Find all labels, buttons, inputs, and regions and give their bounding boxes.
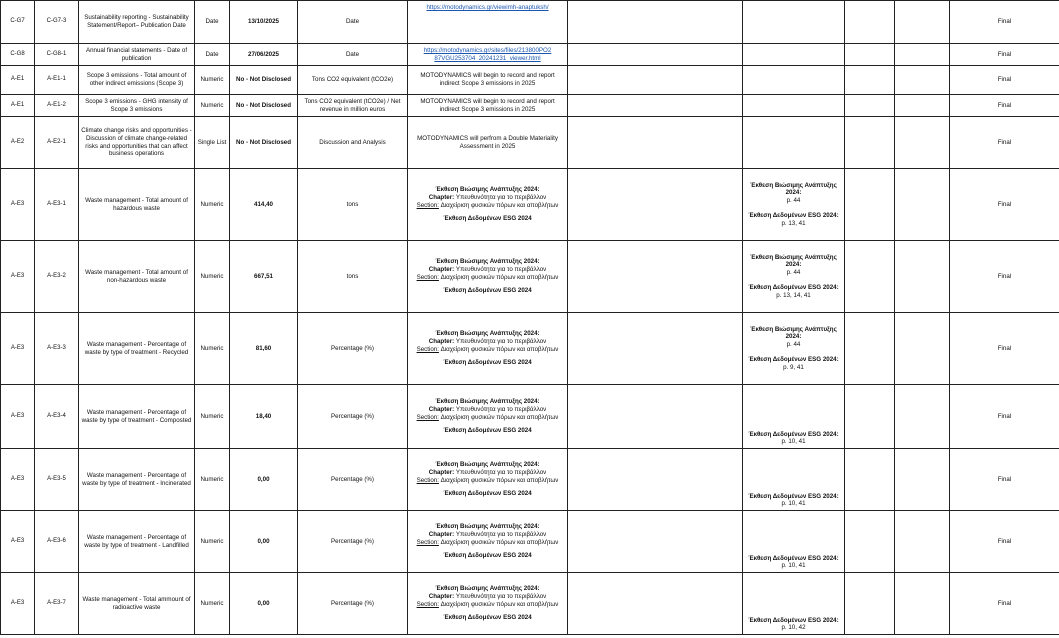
section-label: Section: [416, 345, 439, 353]
empty-cell [895, 313, 950, 385]
table-row [1, 44, 1059, 66]
empty-cell [568, 66, 743, 95]
chapter-value: Υπευθυνότητα για το περιβάλλον [455, 337, 547, 345]
empty-cell [568, 385, 743, 449]
empty-cell [743, 66, 845, 95]
section-value: Διαχείριση φυσικών πόρων και αποβλήτων [440, 413, 559, 421]
unit-cell: Percentage (%) [298, 511, 408, 573]
reference-cell: MOTODYNAMICS will begin to record and report indirect Scope 3 emissions in 2025 [408, 66, 568, 95]
status-cell: Final [950, 1, 1059, 44]
empty-cell [895, 511, 950, 573]
type-cell: Numeric [195, 169, 230, 241]
category-cell: C-G7 [1, 1, 35, 44]
sdr-report-title: Έκθεση Βιώσιμης Ανάπτυξης 2024: [435, 186, 540, 194]
table-row [1, 313, 1059, 385]
reference-cell [408, 1, 568, 44]
status-cell: Final [950, 449, 1059, 511]
datapoint-code-cell: A-E3-2 [35, 241, 79, 313]
value-cell: 667,51 [230, 241, 298, 313]
empty-cell [895, 241, 950, 313]
type-cell: Numeric [195, 66, 230, 95]
section-label: Section: [416, 538, 439, 546]
table-row [1, 241, 1059, 313]
empty-cell [845, 169, 895, 241]
page-numbers: p. 10, 41 [781, 562, 806, 570]
empty-cell [743, 1, 845, 44]
empty-cell [568, 511, 743, 573]
esg-report-title: Έκθεση Δεδομένων ESG 2024 [443, 287, 532, 295]
unit-cell: Percentage (%) [298, 313, 408, 385]
page-numbers: p. 44 [786, 340, 801, 348]
esg-report-title: Έκθεση Δεδομένων ESG 2024 [443, 614, 532, 622]
page-reference-cell [743, 385, 845, 449]
reference-cell [408, 511, 568, 573]
table-row [1, 66, 1059, 95]
empty-cell [845, 44, 895, 66]
type-cell: Numeric [195, 95, 230, 117]
chapter-label: Chapter: [428, 530, 455, 538]
type-cell: Numeric [195, 573, 230, 635]
page-numbers: p. 10, 41 [781, 500, 806, 508]
description-cell: Climate change risks and opportunities - Discussion of climate change-related risks and opportunities that can affect business operations [79, 117, 195, 169]
reference-cell [408, 169, 568, 241]
description-cell: Waste management - Percentage of waste by type of treatment - Recycled [79, 313, 195, 385]
section-value: Διαχείριση φυσικών πόρων και αποβλήτων [440, 345, 559, 353]
empty-cell [743, 44, 845, 66]
description-cell: Waste management - Percentage of waste by type of treatment - Landfilled [79, 511, 195, 573]
sdr-report-title: Έκθεση Βιώσιμης Ανάπτυξης 2024: [435, 330, 540, 338]
empty-cell [895, 573, 950, 635]
empty-cell [895, 95, 950, 117]
chapter-label: Chapter: [428, 405, 455, 413]
empty-cell [845, 511, 895, 573]
category-cell: A-E3 [1, 169, 35, 241]
category-cell: A-E2 [1, 117, 35, 169]
sdr-report-title: Έκθεση Βιώσιμης Ανάπτυξης [750, 253, 837, 261]
value-cell: 18,40 [230, 385, 298, 449]
empty-cell [568, 1, 743, 44]
empty-cell [845, 241, 895, 313]
reference-cell [408, 44, 568, 66]
page-reference-cell: Έκθεση Βιώσιμης Ανάπτυξης 2024: p. 44 Έκθεση Δεδομένων ESG 2024: p. 13, 41 [743, 169, 845, 241]
esg-report-title: Έκθεση Δεδομένων ESG 2024: [748, 616, 839, 624]
empty-cell [845, 313, 895, 385]
page-reference-cell: Έκθεση Βιώσιμης Ανάπτυξης 2024: p. 44 Έκθεση Δεδομένων ESG 2024: p. 9, 41 [743, 313, 845, 385]
status-cell: Final [950, 117, 1059, 169]
category-cell: A-E3 [1, 573, 35, 635]
description-cell: Scope 3 emissions - Total amount of other indirect emissions (Scope 3) [79, 66, 195, 95]
empty-cell [895, 449, 950, 511]
type-cell: Numeric [195, 449, 230, 511]
description-cell: Waste management - Total amount of hazardous waste [79, 169, 195, 241]
type-cell: Single List [195, 117, 230, 169]
page-reference-cell [743, 573, 845, 635]
empty-cell [845, 95, 895, 117]
empty-cell [568, 241, 743, 313]
sdr-report-title: Έκθεση Βιώσιμης Ανάπτυξης 2024: [435, 461, 540, 469]
empty-cell [895, 117, 950, 169]
table-row [1, 95, 1059, 117]
reference-cell [408, 241, 568, 313]
category-cell: A-E3 [1, 313, 35, 385]
page-numbers: p. 44 [786, 196, 801, 204]
section-value: Διαχείριση φυσικών πόρων και αποβλήτων [440, 538, 559, 546]
datapoint-code-cell: C-G8-1 [35, 44, 79, 66]
description-cell: Sustainability reporting - Sustainability Statement/Report– Publication Date [79, 1, 195, 44]
page-numbers: p. 10, 41 [781, 438, 806, 446]
esg-report-title: Έκθεση Δεδομένων ESG 2024: [748, 492, 839, 500]
category-cell: A-E1 [1, 95, 35, 117]
type-cell: Date [195, 1, 230, 44]
unit-cell: Percentage (%) [298, 385, 408, 449]
description-cell: Scope 3 emissions - GHG intensity of Scope 3 emissions [79, 95, 195, 117]
reference-cell [408, 573, 568, 635]
value-cell: 13/10/2025 [230, 1, 298, 44]
chapter-value: Υπευθυνότητα για το περιβάλλον [455, 193, 547, 201]
value-cell: 0,00 [230, 449, 298, 511]
table-row [1, 1, 1059, 44]
datapoint-code-cell: A-E3-1 [35, 169, 79, 241]
section-label: Section: [416, 413, 439, 421]
section-label: Section: [416, 273, 439, 281]
value-cell: 414,40 [230, 169, 298, 241]
reference-cell [408, 313, 568, 385]
sdr-report-title: Έκθεση Βιώσιμης Ανάπτυξης 2024: [435, 585, 540, 593]
description-cell: Annual financial statements - Date of publication [79, 44, 195, 66]
empty-cell [568, 169, 743, 241]
value-cell: 27/06/2025 [230, 44, 298, 66]
empty-cell [895, 385, 950, 449]
unit-cell: Percentage (%) [298, 573, 408, 635]
empty-cell [895, 44, 950, 66]
table-row [1, 449, 1059, 511]
page-numbers: p. 10, 42 [781, 624, 806, 632]
status-cell: Final [950, 169, 1059, 241]
unit-cell: Date [298, 44, 408, 66]
description-cell: Waste management - Percentage of waste by type of treatment - Incinerated [79, 449, 195, 511]
chapter-label: Chapter: [428, 265, 455, 273]
esg-report-title: Έκθεση Δεδομένων ESG 2024 [443, 427, 532, 435]
esg-report-title: Έκθεση Δεδομένων ESG 2024 [443, 552, 532, 560]
esg-report-title: Έκθεση Δεδομένων ESG 2024 [443, 490, 532, 498]
empty-cell [845, 449, 895, 511]
reference-link[interactable]: https://motodynamics.gr/sites/files/213800PO2 87VGU253704_20241231_viewer.html [423, 46, 552, 62]
unit-cell: tons [298, 169, 408, 241]
chapter-label: Chapter: [428, 468, 455, 476]
unit-cell: tons [298, 241, 408, 313]
type-cell: Date [195, 44, 230, 66]
empty-cell [743, 117, 845, 169]
status-cell: Final [950, 66, 1059, 95]
chapter-label: Chapter: [428, 193, 455, 201]
esg-report-title: Έκθεση Δεδομένων ESG 2024: [748, 554, 839, 562]
table-row [1, 385, 1059, 449]
empty-cell [568, 95, 743, 117]
datapoint-code-cell: A-E3-4 [35, 385, 79, 449]
section-value: Διαχείριση φυσικών πόρων και αποβλήτων [440, 476, 559, 484]
esg-report-title: Έκθεση Δεδομένων ESG 2024 [443, 359, 532, 367]
category-cell: A-E3 [1, 449, 35, 511]
table-row [1, 169, 1059, 241]
category-cell: A-E3 [1, 385, 35, 449]
category-cell: C-G8 [1, 44, 35, 66]
datapoint-code-cell: A-E2-1 [35, 117, 79, 169]
page-reference-cell [743, 511, 845, 573]
value-cell: No - Not Disclosed [230, 117, 298, 169]
empty-cell [568, 117, 743, 169]
section-value: Διαχείριση φυσικών πόρων και αποβλήτων [440, 273, 559, 281]
value-cell: 0,00 [230, 511, 298, 573]
esg-report-title: Έκθεση Δεδομένων ESG 2024: [748, 284, 839, 292]
status-cell: Final [950, 95, 1059, 117]
empty-cell [845, 66, 895, 95]
chapter-value: Υπευθυνότητα για το περιβάλλον [455, 468, 547, 476]
value-cell: 0,00 [230, 573, 298, 635]
page-numbers: p. 13, 41 [781, 219, 806, 227]
page-reference-cell: Έκθεση Βιώσιμης Ανάπτυξης 2024: p. 44 Έκθεση Δεδομένων ESG 2024: p. 13, 14, 41 [743, 241, 845, 313]
status-cell: Final [950, 313, 1059, 385]
esg-report-title: Έκθεση Δεδομένων ESG 2024: [748, 430, 839, 438]
datapoint-code-cell: A-E1-1 [35, 66, 79, 95]
esg-report-title: Έκθεση Δεδομένων ESG 2024: [748, 356, 839, 364]
unit-cell: Discussion and Analysis [298, 117, 408, 169]
esg-report-title: Έκθεση Δεδομένων ESG 2024: [748, 212, 839, 220]
datapoint-code-cell: C-G7-3 [35, 1, 79, 44]
section-value: Διαχείριση φυσικών πόρων και αποβλήτων [440, 600, 559, 608]
status-cell: Final [950, 44, 1059, 66]
section-label: Section: [416, 600, 439, 608]
sdr-report-title: Έκθεση Βιώσιμης Ανάπτυξης [750, 325, 837, 333]
empty-cell [895, 1, 950, 44]
value-cell: 81,60 [230, 313, 298, 385]
page-numbers: p. 9, 41 [783, 363, 804, 371]
empty-cell [845, 117, 895, 169]
chapter-value: Υπευθυνότητα για το περιβάλλον [455, 405, 547, 413]
status-cell: Final [950, 573, 1059, 635]
section-value: Διαχείριση φυσικών πόρων και αποβλήτων [440, 201, 559, 209]
unit-cell: Tons CO2 equivalent (tCO2e) [298, 66, 408, 95]
unit-cell: Date [298, 1, 408, 44]
sdr-report-title: Έκθεση Βιώσιμης Ανάπτυξης 2024: [435, 523, 540, 531]
empty-cell [568, 449, 743, 511]
table-row [1, 573, 1059, 635]
status-cell: Final [950, 385, 1059, 449]
datapoint-code-cell: A-E3-6 [35, 511, 79, 573]
datapoint-code-cell: A-E1-2 [35, 95, 79, 117]
value-cell: No - Not Disclosed [230, 95, 298, 117]
chapter-label: Chapter: [428, 337, 455, 345]
empty-cell [895, 66, 950, 95]
section-label: Section: [416, 476, 439, 484]
section-label: Section: [416, 201, 439, 209]
datapoint-code-cell: A-E3-7 [35, 573, 79, 635]
status-cell: Final [950, 511, 1059, 573]
empty-cell [845, 385, 895, 449]
reference-cell: MOTODYNAMICS will perfrom a Double Materiality Assessment in 2025 [408, 117, 568, 169]
type-cell: Numeric [195, 313, 230, 385]
empty-cell [568, 44, 743, 66]
chapter-label: Chapter: [428, 592, 455, 600]
empty-cell [568, 313, 743, 385]
table-row [1, 511, 1059, 573]
category-cell: A-E1 [1, 66, 35, 95]
sdr-report-title: Έκθεση Βιώσιμης Ανάπτυξης [750, 181, 837, 189]
unit-cell: Tons CO2 equivalent (tCO2e) / Net revenue in million euros [298, 95, 408, 117]
chapter-value: Υπευθυνότητα για το περιβάλλον [455, 530, 547, 538]
reference-cell: MOTODYNAMICS will begin to record and report indirect Scope 3 emissions in 2025 [408, 95, 568, 117]
empty-cell [895, 169, 950, 241]
empty-cell [845, 573, 895, 635]
page-reference-cell [743, 449, 845, 511]
datapoint-code-cell: A-E3-3 [35, 313, 79, 385]
page-numbers: p. 44 [786, 268, 801, 276]
chapter-value: Υπευθυνότητα για το περιβάλλον [455, 265, 547, 273]
value-cell: No - Not Disclosed [230, 66, 298, 95]
type-cell: Numeric [195, 241, 230, 313]
type-cell: Numeric [195, 385, 230, 449]
empty-cell [568, 573, 743, 635]
description-cell: Waste management - Percentage of waste by type of treatment - Composted [79, 385, 195, 449]
description-cell: Waste management - Total ammount of radioactive waste [79, 573, 195, 635]
unit-cell: Percentage (%) [298, 449, 408, 511]
empty-cell [743, 95, 845, 117]
table-row [1, 117, 1059, 169]
reference-cell [408, 449, 568, 511]
chapter-value: Υπευθυνότητα για το περιβάλλον [455, 592, 547, 600]
category-cell: A-E3 [1, 241, 35, 313]
category-cell: A-E3 [1, 511, 35, 573]
page-numbers: p. 13, 14, 41 [776, 291, 811, 299]
sdr-report-title: Έκθεση Βιώσιμης Ανάπτυξης 2024: [435, 258, 540, 266]
type-cell: Numeric [195, 511, 230, 573]
reference-cell [408, 385, 568, 449]
esg-report-title: Έκθεση Δεδομένων ESG 2024 [443, 215, 532, 223]
reference-link[interactable]: https://motodynamics.gr/viewimh-anaptuksh/ [426, 4, 549, 11]
status-cell: Final [950, 241, 1059, 313]
empty-cell [845, 1, 895, 44]
description-cell: Waste management - Total amount of non-hazardous waste [79, 241, 195, 313]
datapoint-code-cell: A-E3-5 [35, 449, 79, 511]
sdr-report-title: Έκθεση Βιώσιμης Ανάπτυξης 2024: [435, 398, 540, 406]
